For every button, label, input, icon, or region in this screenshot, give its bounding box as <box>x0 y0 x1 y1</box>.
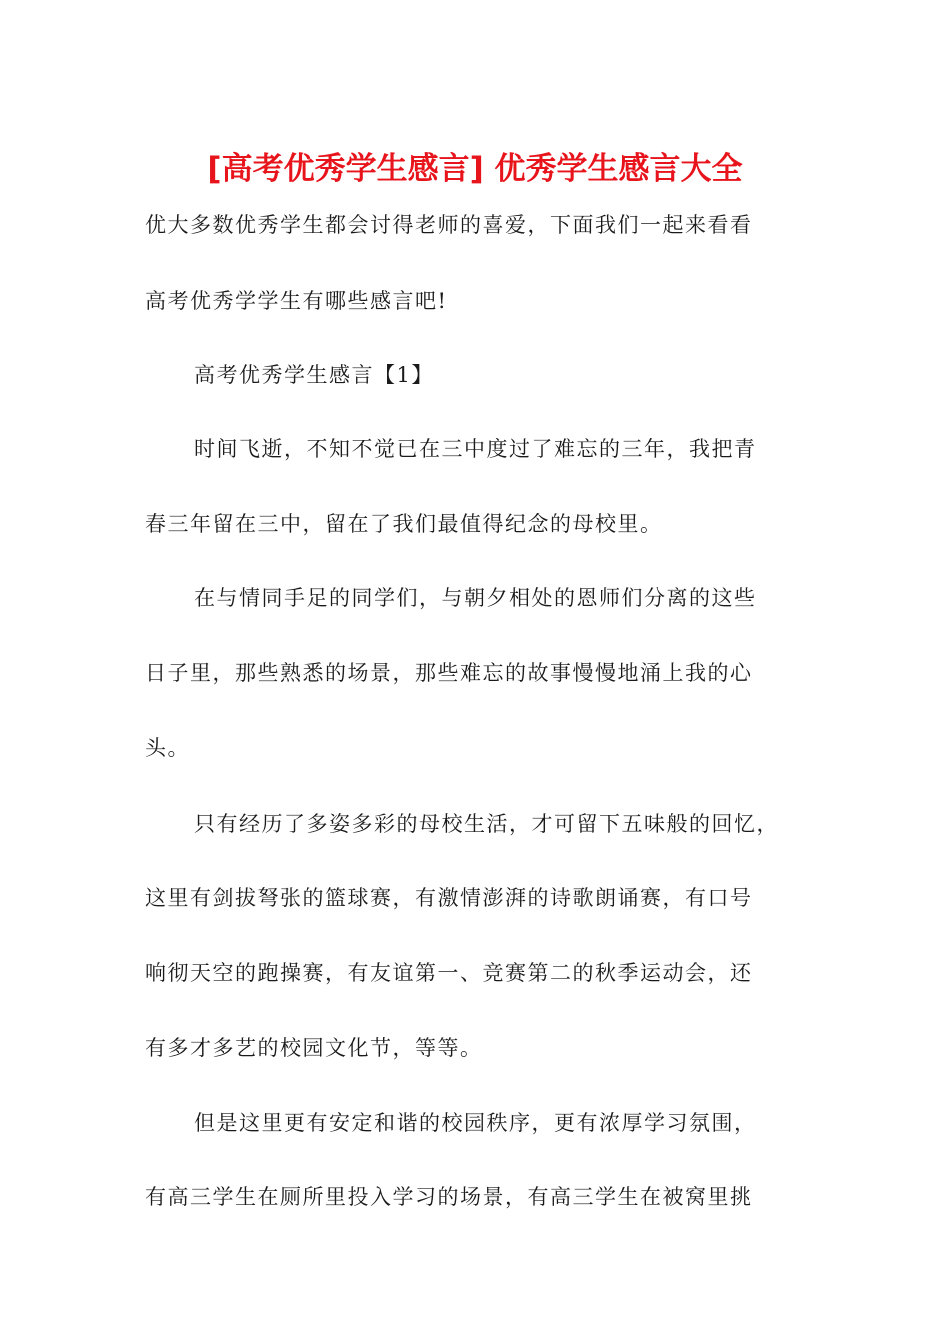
text-line: 只有经历了多姿多彩的母校生活，才可留下五味般的回忆， <box>194 812 779 836</box>
text-line: 头。 <box>145 736 190 760</box>
text-line: 日子里，那些熟悉的场景，那些难忘的故事慢慢地涌上我的心 <box>145 661 753 685</box>
text-line: 有高三学生在厕所里投入学习的场景，有高三学生在被窝里挑 <box>145 1185 753 1209</box>
text-line: 有多才多艺的校园文化节，等等。 <box>145 1036 483 1060</box>
text-line: 这里有剑拔弩张的篮球赛，有激情澎湃的诗歌朗诵赛，有口号 <box>145 886 753 910</box>
text-line: 但是这里更有安定和谐的校园秩序，更有浓厚学习氛围， <box>194 1111 757 1135</box>
document-title: [高考优秀学生感言] 优秀学生感言大全 <box>207 151 743 187</box>
text-line: 高考优秀学学生有哪些感言吧! <box>145 289 448 313</box>
section-heading: 高考优秀学生感言【1】 <box>194 363 434 387</box>
text-line: 在与情同手足的同学们，与朝夕相处的恩师们分离的这些 <box>194 586 757 610</box>
text-line: 响彻天空的跑操赛，有友谊第一、竞赛第二的秋季运动会，还 <box>145 961 753 985</box>
text-line: 优大多数优秀学生都会讨得老师的喜爱，下面我们一起来看看 <box>145 213 753 237</box>
text-line: 春三年留在三中，留在了我们最值得纪念的母校里。 <box>145 512 663 536</box>
text-line: 时间飞逝，不知不觉已在三中度过了难忘的三年，我把青 <box>194 437 757 461</box>
